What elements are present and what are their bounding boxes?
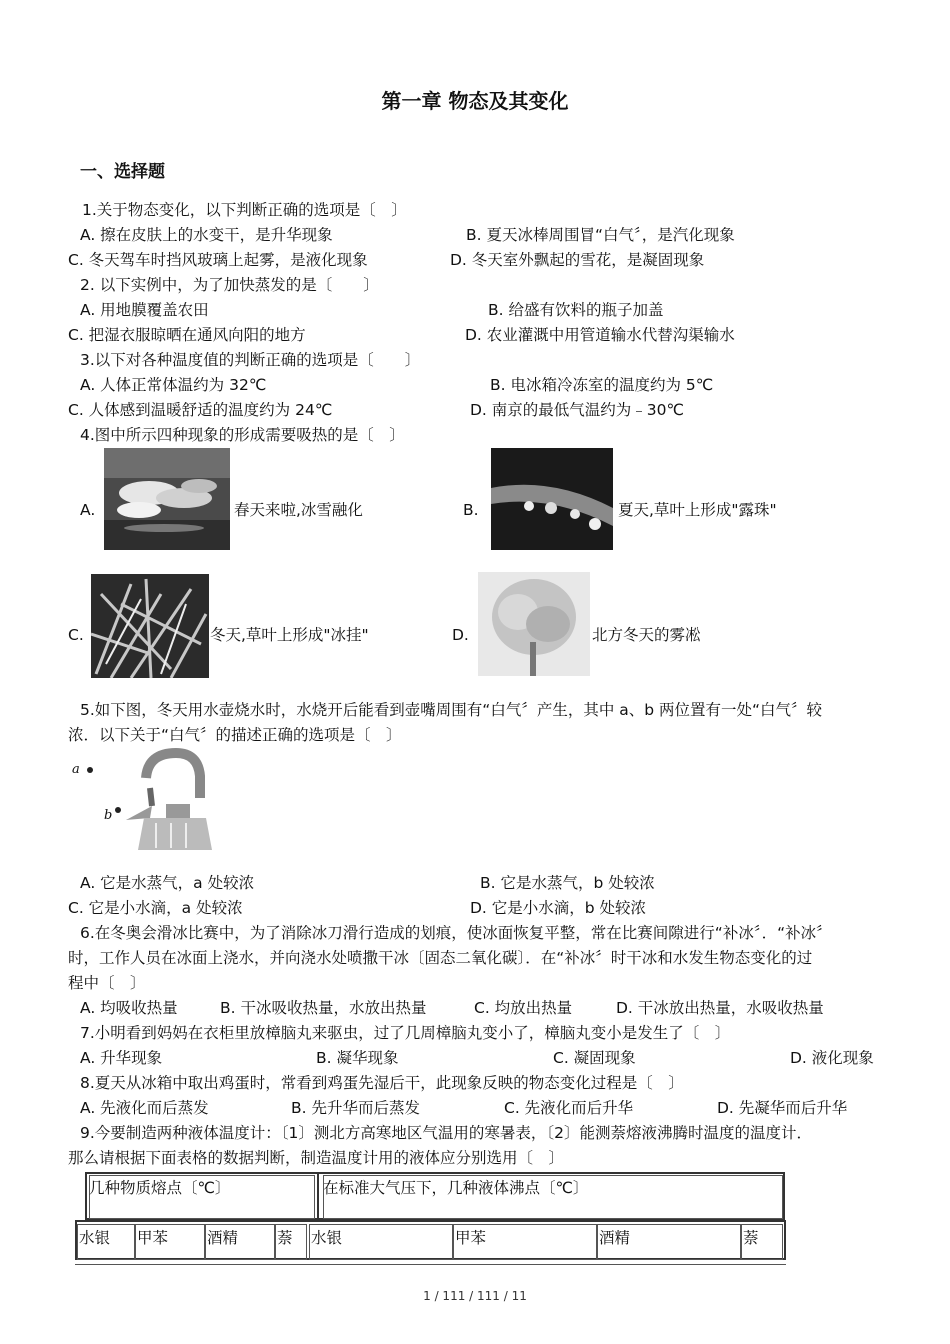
q7-option-d: D. 液化现象 — [790, 1049, 874, 1067]
q2-option-a: A. 用地膜覆盖农田 — [80, 301, 209, 319]
q4-option-a-letter: A. — [80, 501, 96, 519]
dewdrop-leaf-photo — [491, 448, 613, 550]
q1-option-b: B. 夏天冰棒周围冒“白气〞，是汽化现象 — [466, 226, 735, 244]
rime-tree-photo — [478, 572, 590, 676]
q3-option-a: A. 人体正常体温约为 32℃ — [80, 376, 267, 394]
table-col-header: 萘 — [743, 1229, 759, 1247]
table-col-header: 水银 — [311, 1229, 343, 1247]
q7-stem: 7.小明看到妈妈在衣柜里放樟脑丸来驱虫，过了几周樟脑丸变小了，樟脑丸变小是发生了〔 〕 — [80, 1024, 731, 1042]
q8-option-b: B. 先升华而后蒸发 — [291, 1099, 420, 1117]
q5-stem-line2: 浓．以下关于“白气〞的描述正确的选项是〔 〕 — [68, 726, 402, 744]
q3-option-b: B. 电冰箱冷冻室的温度约为 5℃ — [490, 376, 714, 394]
q4-option-a-text: 春天来啦,冰雪融化 — [234, 501, 363, 519]
table-col-header: 水银 — [79, 1229, 111, 1247]
q2-option-c: C. 把湿衣服晾晒在通风向阳的地方 — [68, 326, 306, 344]
kettle-label-a: a — [72, 762, 80, 777]
q8-option-c: C. 先液化而后升华 — [504, 1099, 634, 1117]
q6-stem-line2: 时，工作人员在冰面上浇水，并向浇水处喷撒干冰〔固态二氧化碳〕．在“补冰〞时干冰和水发生物态变化的过 — [68, 949, 813, 967]
q5-stem-line1: 5.如下图，冬天用水壶烧水时，水烧开后能看到壶嘴周围有“白气〞产生，其中 a、b 两位置有一处“白气〞较 — [80, 701, 823, 719]
q3-stem: 3.以下对各种温度值的判断正确的选项是〔 〕 — [80, 351, 421, 369]
q5-option-d: D. 它是小水滴，b 处较浓 — [470, 899, 647, 917]
table-col-header: 酒精 — [599, 1229, 631, 1247]
kettle-figure — [66, 748, 212, 850]
q8-option-d: D. 先凝华而后升华 — [717, 1099, 848, 1117]
q6-option-b: B. 干冰吸收热量，水放出热量 — [220, 999, 427, 1017]
q5-option-c: C. 它是小水滴，a 处较浓 — [68, 899, 243, 917]
q2-stem: 2. 以下实例中，为了加快蒸发的是〔 〕 — [80, 276, 379, 294]
section-heading: 一、选择题 — [80, 162, 165, 182]
q7-option-b: B. 凝华现象 — [316, 1049, 399, 1067]
q4-option-d-text: 北方冬天的雾凇 — [592, 626, 701, 644]
q3-option-c: C. 人体感到温暖舒适的温度约为 24℃ — [68, 401, 333, 419]
q4-option-b-letter: B. — [463, 501, 479, 519]
q6-stem-line1: 6.在冬奥会滑冰比赛中，为了消除冰刀滑行造成的划痕，使冰面恢复平整，常在比赛间隙进行“补冰〞．“补冰〞 — [80, 924, 832, 942]
q4-option-d-letter: D. — [452, 626, 469, 644]
q6-stem-line3: 程中〔 〕 — [68, 974, 146, 992]
q4-option-c-letter: C. — [68, 626, 84, 644]
q2-option-d: D. 农业灌溉中用管道输水代替沟渠输水 — [465, 326, 735, 344]
q7-option-c: C. 凝固现象 — [553, 1049, 636, 1067]
kettle-label-b: b — [104, 808, 113, 823]
table-col-header: 酒精 — [207, 1229, 239, 1247]
q8-stem: 8.夏天从冰箱中取出鸡蛋时，常看到鸡蛋先湿后干，此现象反映的物态变化过程是〔 〕 — [80, 1074, 684, 1092]
q6-option-a: A. 均吸收热量 — [80, 999, 178, 1017]
q4-option-c-text: 冬天,草叶上形成"冰挂" — [210, 626, 369, 644]
q9-stem-line1: 9.今要制造两种液体温度计：〔1〕测北方高寒地区气温用的寒暑表，〔2〕能测萘熔液沸腾时温度的温度计． — [80, 1124, 813, 1142]
q2-option-b: B. 给盛有饮料的瓶子加盖 — [488, 301, 664, 319]
q1-option-c: C. 冬天驾车时挡风玻璃上起雾，是液化现象 — [68, 251, 368, 269]
table-header-melting: 几种物质熔点〔℃〕 — [89, 1179, 231, 1197]
q1-option-d: D. 冬天室外飘起的雪花，是凝固现象 — [450, 251, 705, 269]
temperature-table — [75, 1172, 786, 1264]
page-title: 第一章 物态及其变化 — [381, 89, 569, 113]
table-col-header: 甲苯 — [455, 1229, 487, 1247]
table-col-header: 萘 — [277, 1229, 293, 1247]
page-footer: 1 / 111 / 111 / 11 — [423, 1289, 527, 1303]
q5-option-b: B. 它是水蒸气，b 处较浓 — [480, 874, 655, 892]
melting-snow-photo — [104, 448, 230, 550]
q5-option-a: A. 它是水蒸气，a 处较浓 — [80, 874, 255, 892]
q1-option-a: A. 擦在皮肤上的水变干，是升华现象 — [80, 226, 333, 244]
q9-stem-line2: 那么请根据下面表格的数据判断，制造温度计用的液体应分别选用〔 〕 — [68, 1149, 565, 1167]
q3-option-d: D. 南京的最低气温约为﹣30℃ — [470, 401, 684, 419]
table-col-header: 甲苯 — [137, 1229, 169, 1247]
frosted-grass-photo — [91, 574, 209, 678]
q7-option-a: A. 升华现象 — [80, 1049, 163, 1067]
q4-option-b-text: 夏天,草叶上形成"露珠" — [618, 501, 777, 519]
q6-option-c: C. 均放出热量 — [474, 999, 573, 1017]
q4-stem: 4.图中所示四种现象的形成需要吸热的是〔 〕 — [80, 426, 405, 444]
q8-option-a: A. 先液化而后蒸发 — [80, 1099, 209, 1117]
q1-stem: 1.关于物态变化，以下判断正确的选项是〔 〕 — [82, 201, 407, 219]
q6-option-d: D. 干冰放出热量，水吸收热量 — [616, 999, 824, 1017]
table-header-boiling: 在标准大气压下，几种液体沸点〔℃〕 — [323, 1179, 589, 1197]
